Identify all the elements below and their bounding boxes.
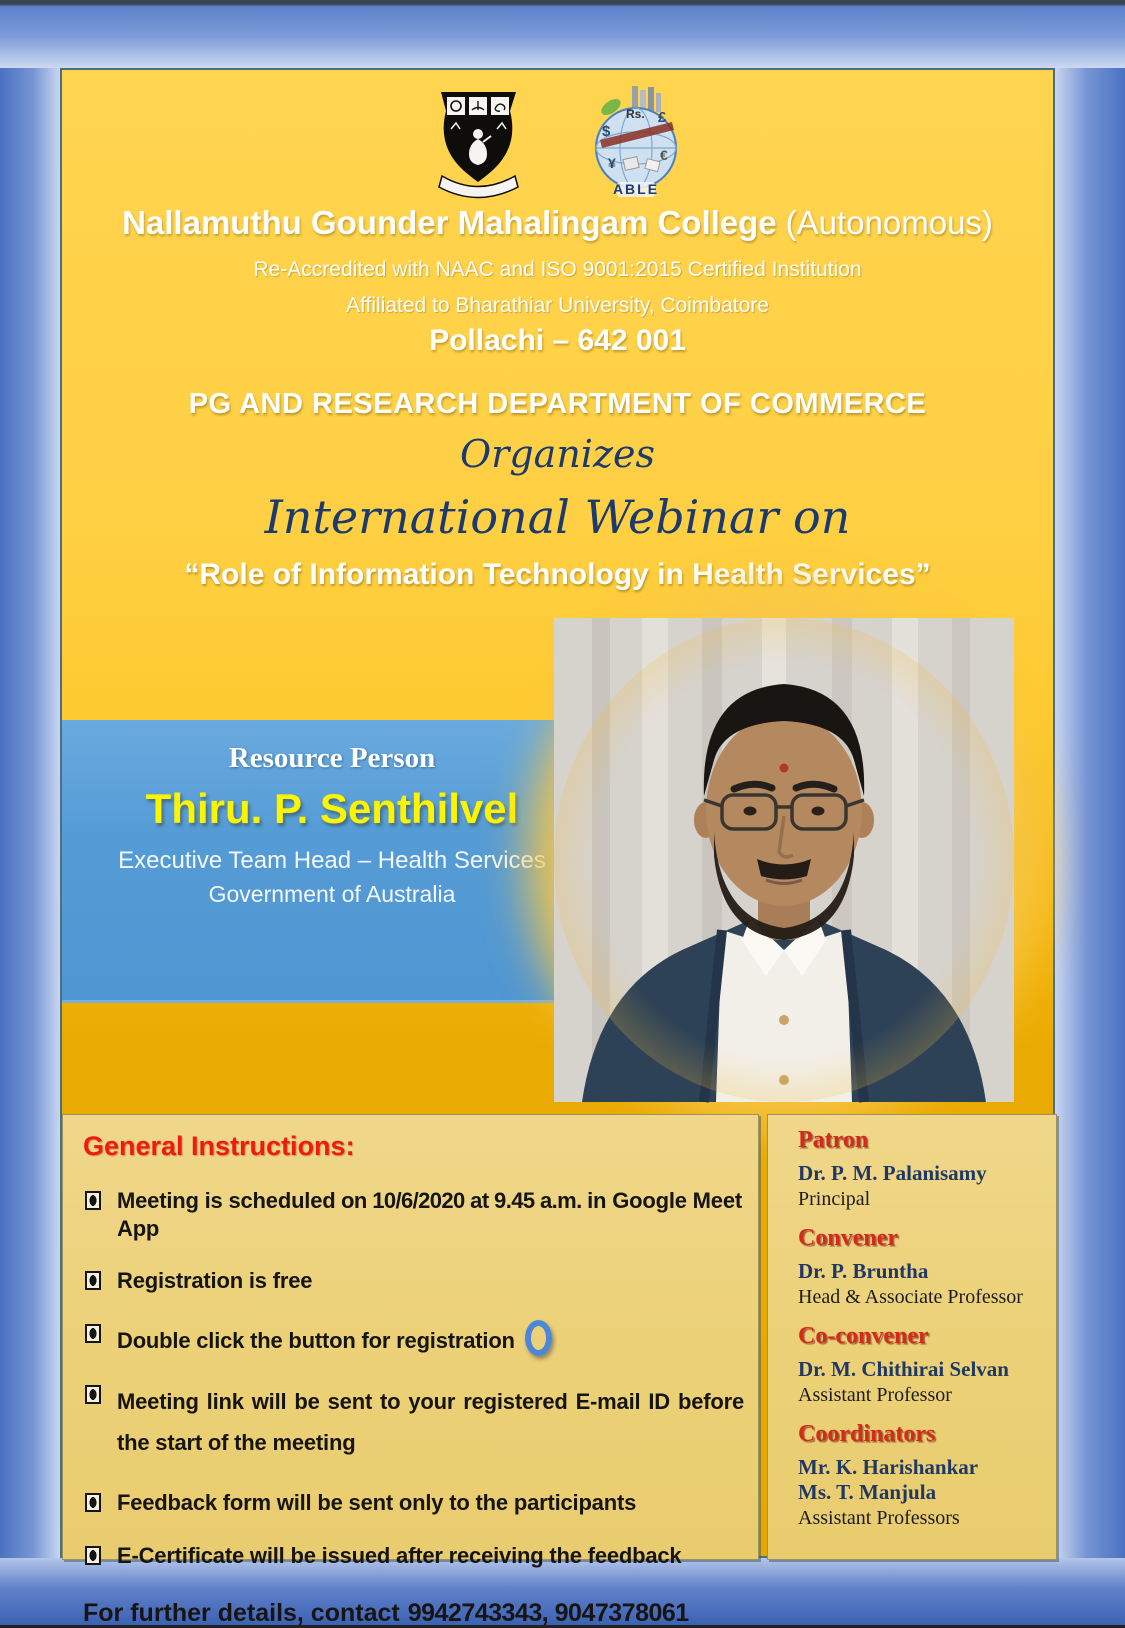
- resource-person-text: [92, 742, 572, 908]
- photo-vignette: [554, 618, 1014, 1102]
- bullet-icon: [85, 1271, 101, 1290]
- bullet-icon: [85, 1191, 101, 1210]
- committee-member-title: Principal: [798, 1188, 871, 1210]
- currency-euro-icon: €: [660, 147, 668, 163]
- instruction-item-schedule: [83, 1187, 744, 1242]
- instruction-text: E-Certificate will be issued after receiving the feedback: [117, 1542, 682, 1568]
- college-name: [62, 204, 1053, 242]
- committee-member-name: Dr. P. M. Palanisamy: [798, 1161, 987, 1185]
- contact-label: For further details, contact: [83, 1599, 400, 1628]
- resource-person-label: Resource Person: [228, 742, 436, 774]
- registration-button[interactable]: [525, 1320, 552, 1356]
- committee-convener: [798, 1225, 1046, 1310]
- accreditation-line: Re-Accredited with NAAC and ISO 9001:2015 Certified Institution: [253, 258, 862, 281]
- committee-panel: [767, 1114, 1057, 1560]
- able-logo: [588, 84, 684, 202]
- instruction-text: in Google Meet App: [117, 1188, 742, 1241]
- logo-row: [62, 84, 1053, 206]
- instruction-item-register: [83, 1320, 744, 1356]
- committee-role: Co-convener: [798, 1323, 929, 1349]
- contact-line: [83, 1599, 744, 1628]
- committee-member-title: Assistant Professors: [798, 1507, 960, 1529]
- speaker-organization: Government of Australia: [208, 881, 456, 907]
- speaker-designation: Executive Team Head – Health Services: [118, 847, 546, 874]
- bullet-icon: [85, 1546, 101, 1565]
- instruction-text: Meeting link will be sent to your registered E-mail ID before the start of the meeting: [117, 1388, 744, 1456]
- currency-yen-icon: ¥: [608, 155, 616, 171]
- instruction-text: Double click the button for registration: [117, 1327, 515, 1353]
- frame-top: [0, 0, 1125, 68]
- committee-member-name: Dr. M. Chithirai Selvan: [798, 1357, 1009, 1381]
- frame-right: [1055, 68, 1125, 1558]
- instruction-item-feedback: [83, 1489, 744, 1517]
- instruction-item-meeting-link: [83, 1381, 744, 1465]
- city-pin-line: Pollachi – 642 001: [429, 324, 686, 357]
- instruction-text: Feedback form will be sent only to the participants: [117, 1490, 637, 1516]
- bullet-icon: [85, 1493, 101, 1512]
- committee-role: Patron: [798, 1127, 869, 1153]
- committee-member-title: Assistant Professor: [798, 1384, 952, 1406]
- committee-member-name: Ms. T. Manjula: [798, 1480, 937, 1504]
- committee-coordinators: [798, 1421, 1046, 1531]
- committee-role: Coordinators: [798, 1421, 936, 1447]
- poster-content: [60, 68, 1055, 1628]
- college-name-bold: Nallamuthu Gounder Mahalingam College: [122, 204, 777, 241]
- organizes-line: Organizes: [460, 432, 655, 476]
- instruction-text: Meeting is scheduled: [117, 1188, 336, 1213]
- committee-member-name: Dr. P. Bruntha: [798, 1259, 929, 1283]
- contact-phones: 9942743343, 9047378061: [407, 1599, 689, 1628]
- instruction-text: Registration is free: [117, 1268, 313, 1293]
- department-line: PG AND RESEARCH DEPARTMENT OF COMMERCE: [188, 388, 927, 420]
- instructions-heading: General Instructions:: [83, 1131, 355, 1161]
- frame-left: [0, 68, 60, 1558]
- committee-patron: [798, 1127, 1046, 1212]
- bullet-icon: [85, 1324, 101, 1343]
- committee-role: Convener: [798, 1225, 898, 1251]
- currency-pound-icon: £: [658, 109, 667, 126]
- committee-co-convener: [798, 1323, 1046, 1408]
- webinar-title: “Role of Information Technology in Health Services”: [184, 558, 931, 591]
- currency-dollar-icon: $: [602, 123, 611, 140]
- affiliation-line: Affiliated to Bharathiar University, Coimbatore: [346, 294, 769, 317]
- college-crest-logo: [431, 84, 526, 206]
- instruction-date-time: on 10/6/2020 at 9.45 a.m.: [335, 1188, 588, 1213]
- bullet-icon: [85, 1385, 101, 1404]
- college-autonomous: (Autonomous): [785, 204, 993, 241]
- speaker-name: Thiru. P. Senthilvel: [145, 785, 519, 832]
- instruction-item-free: [83, 1267, 744, 1295]
- general-instructions-panel: [62, 1114, 759, 1628]
- instruction-item-certificate: [83, 1542, 744, 1570]
- currency-rupee-icon: Rs.: [626, 107, 645, 121]
- committee-member-name: Mr. K. Harishankar: [798, 1455, 979, 1479]
- speaker-photo: [554, 618, 1014, 1102]
- committee-member-title: Head & Associate Professor: [798, 1286, 1023, 1308]
- able-label: ABLE: [612, 181, 660, 197]
- webinar-series-line: International Webinar on: [264, 490, 851, 544]
